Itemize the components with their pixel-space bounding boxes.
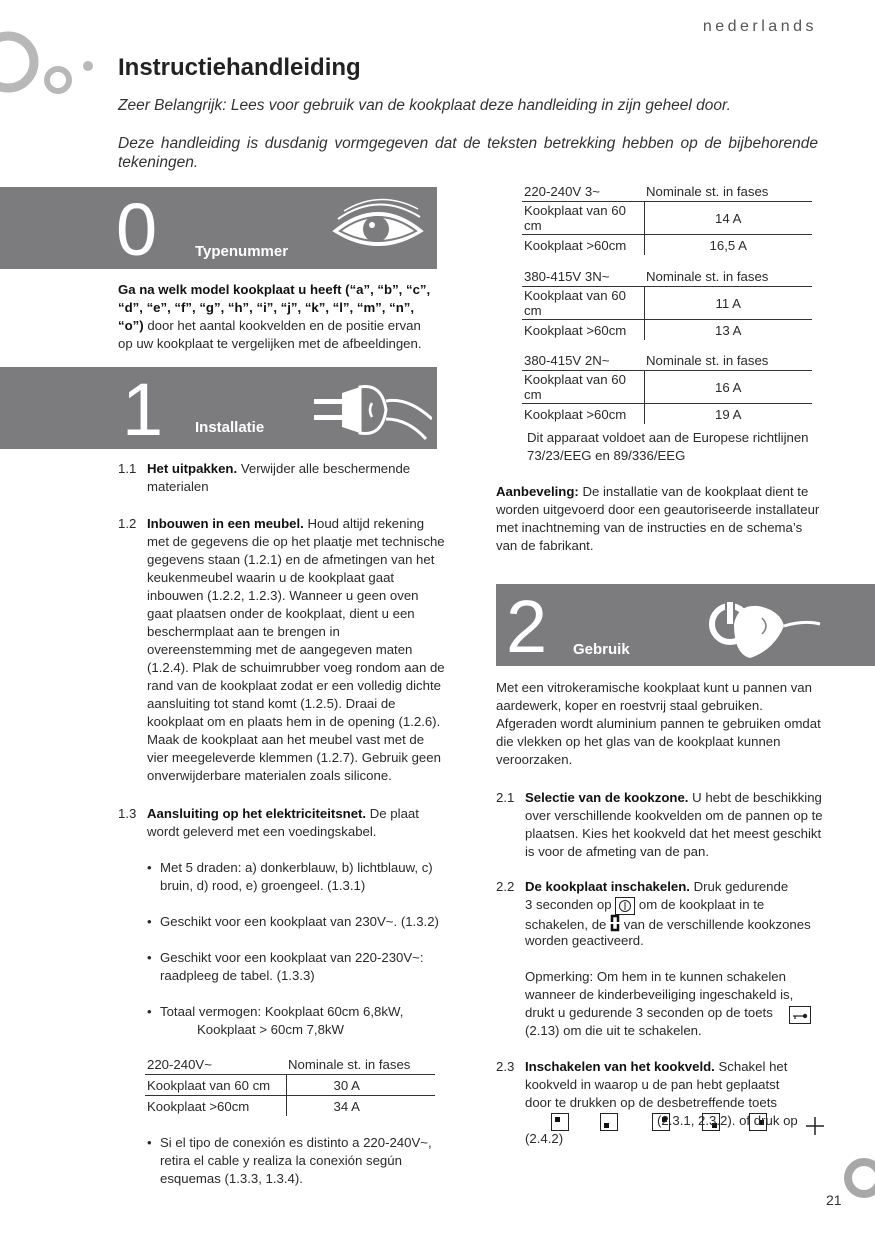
current-table-380-415v-3n bbox=[522, 266, 812, 340]
table-row-label: Kookplaat van 60 cm bbox=[145, 1075, 286, 1096]
section-0-title: Typenummer bbox=[195, 243, 289, 260]
table-row-value: 30 A bbox=[286, 1075, 435, 1096]
table-header: Nominale st. in fases bbox=[286, 1054, 435, 1075]
section-0-number: 0 bbox=[116, 188, 158, 271]
power-key-icon bbox=[615, 897, 635, 915]
section-1-2-number: 1.2 bbox=[118, 516, 137, 531]
bullet-power-60: Totaal vermogen: Kookplaat 60cm 6,8kW, bbox=[160, 1004, 404, 1019]
section-2-3-text: (2.4.2) bbox=[525, 1131, 564, 1146]
child-lock-note: (2.13) om die uit te schakelen. bbox=[525, 1023, 702, 1038]
section-2-2-text: Druk gedurende bbox=[693, 879, 789, 894]
section-2-3-text: (2.3.1, 2.3.2). of druk op bbox=[657, 1113, 798, 1128]
section-0-band bbox=[0, 187, 437, 269]
section-2-1-title: Selectie van de kookzone. bbox=[525, 790, 689, 805]
section-2-3-title: Inschakelen van het kookveld. bbox=[525, 1059, 715, 1074]
section-2-2-text: 3 seconden op bbox=[525, 897, 612, 912]
section-2-2-text: worden geactiveerd. bbox=[525, 933, 644, 948]
section-1-1-number: 1.1 bbox=[118, 461, 137, 476]
brand-circles-logo bbox=[0, 20, 100, 100]
section-0-instruction: door het aantal kookvelden en de positie ervan op uw kookplaat te vergelijken met de afbeeldingen. bbox=[118, 318, 422, 351]
section-2-title: Gebruik bbox=[573, 641, 630, 658]
section-1-3-text: De plaat wordt geleverd met een voedingskabel. bbox=[147, 806, 419, 839]
child-lock-note: drukt u gedurende 3 seconden op de toets bbox=[525, 1005, 773, 1020]
bullet-wires: Met 5 draden: a) donkerblauw, b) lichtblauw, c) bruin, d) rood, e) groengeel. (1.3.1) bbox=[160, 860, 433, 893]
intro-important: Zeer Belangrijk: Lees voor gebruik van de kookplaat deze handleiding in zijn geheel door. bbox=[118, 97, 731, 114]
child-lock-note: Opmerking: Om hem in te kunnen schakelen bbox=[525, 969, 786, 984]
language-label: nederlands bbox=[702, 18, 817, 35]
section-2-1-number: 2.1 bbox=[496, 790, 515, 805]
section-1-1-title: Het uitpakken. bbox=[147, 461, 238, 476]
current-table-220-240v bbox=[145, 1054, 435, 1116]
advice-text: De installatie van de kookplaat dient te worden uitgevoerd door een geautoriseerde installateur met inachtneming van de instructies en de schema’s van de fabrikant. bbox=[496, 484, 820, 553]
table-row-value: 16,5 A bbox=[709, 237, 747, 253]
section-2-2-text: om de kookplaat in te bbox=[638, 897, 765, 912]
section-0-instruction-bold: Ga na welk model kookplaat u heeft (“a”, “b”, “c”, “d”, “e”, “f”, “g”, “h”, “i”, “j”, “k”, “l”, “m”, “n”, “o”) bbox=[118, 282, 431, 333]
table-row-label: Kookplaat >60cm bbox=[522, 235, 644, 256]
section-2-2-title: De kookplaat inschakelen. bbox=[525, 879, 690, 894]
bullet-connection: Si el tipo de conexión es distinto a 220-240V~, retira el cable y realiza la conexión según esquemas (1.3.3, 1.3.4). bbox=[160, 1135, 432, 1186]
page-title: Instructiehandleiding bbox=[118, 54, 361, 81]
child-lock-note: wanneer de kinderbeveiliging ingeschakeld is, bbox=[525, 987, 794, 1002]
bullet-230v: Geschikt voor een kookplaat van 230V~. (1.3.2) bbox=[160, 914, 439, 929]
advice-title: Aanbeveling: bbox=[496, 484, 579, 499]
table-row-value: 11 A bbox=[644, 287, 812, 320]
eu-directive-note: Dit apparaat voldoet aan de Europese richtlijnen 73/23/EEG en 89/336/EEG bbox=[527, 430, 809, 463]
section-1-3-number: 1.3 bbox=[118, 806, 137, 821]
table-voltage: 220-240V~ bbox=[145, 1054, 286, 1075]
zone-key-bottom-left-icon bbox=[600, 1113, 618, 1131]
section-1-title: Installatie bbox=[195, 419, 265, 436]
table-row-value: 19 A bbox=[715, 406, 742, 422]
current-table-380-415v-2n bbox=[522, 350, 812, 424]
section-1-2-text: Houd altijd rekening met de gegevens die op het plaatje met technische gegevens staan (1.2.1) en de afmetingen van het keukenmeubel waarin u de kookplaat gaat inbouwen (1.2.2, 1.2.3). Wanneer u geen oven gaat plaatsen onder de kookplaat, dient u een beschermplaat aan te brengen in overeenstemming met de aangegeven maten (1.2.4). Plak de schuimrubber voeg rondom aan de rand van de kookplaat zodat er een volledig dichte aansluiting tot stand komt (1.2.5). Draai de kookplaat om en plaats hem in de opening (1.2.6). Maak de kookplaat aan het meubel vast met de vier meegeleverde klemmen (1.2.7). Gebruik geen onverwijderbare materialen zoals silicone. bbox=[147, 516, 445, 783]
section-2-band bbox=[496, 584, 875, 666]
table-header: Nominale st. in fases bbox=[644, 181, 812, 202]
table-row-label: Kookplaat >60cm bbox=[522, 404, 644, 425]
intro-layout: Deze handleiding is dusdanig vormgegeven dat de teksten betrekking hebben op de bijbehorende tekeningen. bbox=[118, 135, 818, 171]
zone-key-top-left-icon bbox=[551, 1113, 569, 1131]
table-row-value: 16 A bbox=[644, 371, 812, 404]
table-voltage: 220-240V 3~ bbox=[522, 181, 644, 202]
table-row-label: Kookplaat van 60 cm bbox=[522, 202, 644, 235]
section-2-intro: Met een vitrokeramische kookplaat kunt u pannen van aardewerk, koper en roestvrij staal gebruiken. Afgeraden wordt aluminium pannen te gebruiken omdat die vlekken op het glas van de kookplaat kunnen veroorzaken. bbox=[496, 680, 821, 767]
page-number: 21 bbox=[826, 1192, 842, 1208]
section-1-3-title: Aansluiting op het elektriciteitsnet. bbox=[147, 806, 367, 821]
section-2-3-text: kookveld in waarop u de pan hebt geplaatst bbox=[525, 1077, 780, 1092]
section-2-3-text: Schakel het bbox=[718, 1059, 788, 1074]
section-2-3-number: 2.3 bbox=[496, 1059, 515, 1074]
plug-icon bbox=[308, 379, 432, 443]
section-1-1-text: Verwijder alle beschermende materialen bbox=[147, 461, 411, 494]
section-1-2-title: Inbouwen in een meubel. bbox=[147, 516, 304, 531]
table-voltage: 380-415V 2N~ bbox=[522, 350, 644, 371]
bullet-220v: Geschikt voor een kookplaat van 220-230V~: raadpleeg de tabel. (1.3.3) bbox=[160, 950, 424, 983]
table-row-label: Kookplaat van 60 cm bbox=[522, 287, 644, 320]
table-row-value: 34 A bbox=[333, 1098, 360, 1114]
table-row-label: Kookplaat van 60 cm bbox=[522, 371, 644, 404]
section-2-number: 2 bbox=[506, 585, 548, 668]
plus-icon bbox=[804, 1115, 826, 1137]
finger-press-icon bbox=[704, 596, 824, 662]
bullet-power-gt60: Kookplaat > 60cm 7,8kW bbox=[197, 1022, 344, 1037]
section-2-2-text: schakelen, de bbox=[525, 916, 607, 932]
table-row-value: 13 A bbox=[715, 322, 742, 338]
table-header: Nominale st. in fases bbox=[644, 266, 812, 287]
table-row-label: Kookplaat >60cm bbox=[522, 320, 644, 341]
section-2-2-text: van de verschillende kookzones bbox=[623, 916, 811, 932]
brand-circle-corner bbox=[838, 1158, 875, 1198]
table-row-value: 14 A bbox=[644, 202, 812, 235]
section-2-1-text: U hebt de beschikking over verschillende kookvelden om de pannen op te plaatsen. Kies het kookveld dat het meest geschikt is voor de afmeting van de pan. bbox=[525, 790, 823, 859]
table-row-label: Kookplaat >60cm bbox=[145, 1096, 286, 1117]
current-table-220-240v-3 bbox=[522, 181, 812, 255]
table-header: Nominale st. in fases bbox=[644, 350, 812, 371]
eye-icon bbox=[330, 197, 426, 257]
section-2-3-text: door te drukken op de desbetreffende toets bbox=[525, 1095, 777, 1110]
section-1-band bbox=[0, 367, 437, 449]
section-1-number: 1 bbox=[122, 368, 164, 451]
table-voltage: 380-415V 3N~ bbox=[522, 266, 644, 287]
section-2-2-number: 2.2 bbox=[496, 879, 515, 894]
